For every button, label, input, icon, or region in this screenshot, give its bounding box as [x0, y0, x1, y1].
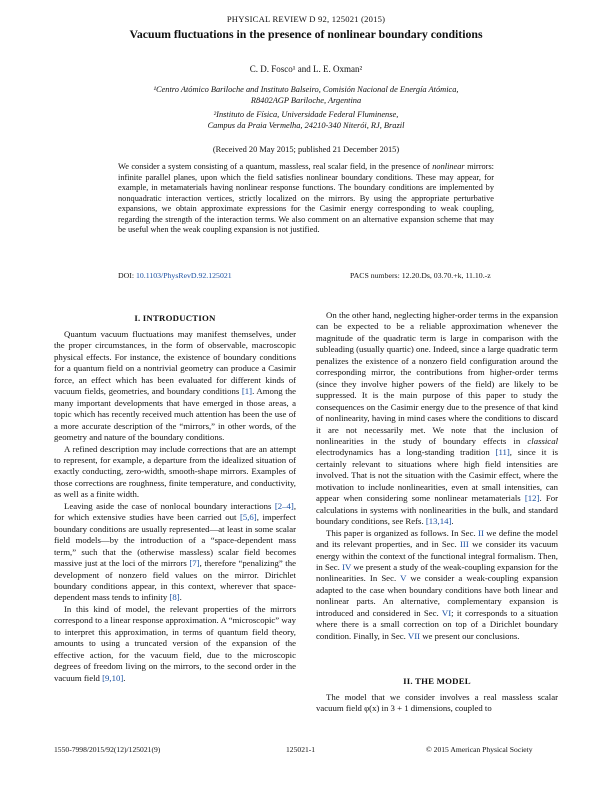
footer-copyright: © 2015 American Physical Society [426, 745, 533, 754]
doi-link[interactable]: 10.1103/PhysRevD.92.125021 [135, 271, 232, 280]
affiliation-1-line-2: R8402AGP Bariloche, Argentina [250, 96, 362, 105]
left-column [54, 329, 296, 684]
footer-issn: 1550-7998/2015/92(12)/125021(9) [54, 745, 161, 754]
affiliation-2-line-2: Campus da Praia Vermelha, 24210-340 Niterói, RJ, Brazil [207, 121, 405, 130]
section-heading-introduction: I. INTRODUCTION [134, 313, 216, 323]
intro-p1-text: Quantum vacuum fluctuations may manifest themselves, under the proper circumstances, in the form of observable, macroscopic physical effects. For instance, the existence of boundary conditions for a quantum field on a nontrivial geometry can produce a Casimir force, an effect which has been evaluated for different kinds of vacuum fields, geometries, and boundary conditions [54, 329, 296, 397]
section-link[interactable]: VII [407, 630, 421, 641]
paper-title: Vacuum fluctuations in the presence of nonlinear boundary conditions [129, 27, 483, 41]
authors: C. D. Fosco¹ and L. E. Oxman² [249, 64, 363, 74]
section-link[interactable]: IV [342, 561, 352, 572]
right-p1-text-e: . [451, 516, 454, 527]
right-p2-text-a: This paper is organized as follows. In Sec. [326, 527, 479, 538]
model-section [316, 692, 558, 715]
right-paragraph-1 [316, 310, 558, 528]
abstract [118, 162, 494, 236]
intro-p3-text-d: , therefore “penalizing” the development of nonzero field values on the mirror. Dirichlet boundary conditions appear, in this context, wherever that space-dependent mass tends to infinity [54, 558, 296, 603]
right-p2-text-g: we present our conclusions. [420, 630, 520, 641]
section-heading-model: II. THE MODEL [403, 676, 471, 686]
intro-p4-text-a: In this kind of model, the relevant properties of the mirrors correspond to a linear response approximation. A “microscopic” way to interpret this approximation, in terms of quantum field theory, amounts to using a truncated version of the expansion of the effective action, for the vacuum field, due to the microscopic degrees of freedom living on the mirrors, to the second order in the vacuum field [54, 603, 296, 683]
intro-p4-text-b: . [123, 672, 126, 683]
right-p2-text-b: we define the model and its relevant properties, and in Sec. [316, 527, 558, 550]
affiliation-1-line-1: ¹Centro Atómico Bariloche and Instituto Balseiro, Comisión Nacional de Energía Atómica, [153, 85, 459, 94]
pacs-numbers: PACS numbers: 12.20.Ds, 03.70.+k, 11.10.-z [350, 271, 491, 280]
section-link[interactable]: II [478, 527, 484, 538]
citation-link[interactable]: [9,10] [102, 672, 124, 683]
intro-p1-end: . Among the many important developments that have emerged in those areas, a topic which has recently received much attention has been the use of a more accurate description of the “mirrors,” in other words, of the geometry and nature of the boundary conditions. [54, 386, 296, 443]
journal-header: PHYSICAL REVIEW D 92, 125021 (2015) [226, 14, 386, 24]
intro-p3-text-e: . [179, 592, 182, 603]
abstract-text-2: mirrors: infinite parallel planes, upon which the field satisfies nonlinear boundary conditions. These may appear, for example, in metamaterials having nonlinear response functions. The boundary conditions are implemented by nonquadratic interaction vertices, strictly localized on the mirrors. By using the appropriate perturbative expansions, we obtain approximate expressions for the Casimir energy corresponding to weak coupling, regarding the strength of the interaction terms. We also comment on an alternative expansion scheme that may be useful when the weak coupling expansion is not justified. [118, 162, 495, 234]
intro-p3-text-c: , imperfect boundary conditions are usually represented—at least in some scalar field models—by the introduction of a “space-dependent mass term,” such that the (otherwise massless) scalar field becomes massive just at the loci of the mirrors [54, 512, 296, 569]
intro-p3-text-b: , for which extensive studies have been carried out [54, 500, 296, 523]
section-link[interactable]: III [460, 539, 469, 550]
intro-paragraph-2: A refined description may include corrections that are an attempt to represent, for example, a departure from the idealized situation of exactly conducting, zero-width, smooth-shape mirrors. Examples of those corrections are roughness, finite temperature, and conductivity, as well as a finite width. [54, 443, 296, 500]
citation-link[interactable]: [7] [189, 558, 200, 569]
right-p1-text-a: On the other hand, neglecting higher-order terms in the expansion can be expected to be a reliable approximation whenever the magnitude of the quadratic term is large in comparison with the subleading (usually quartic) one. Indeed, since a large quadratic term penalizes the existence of a nonzero field configuration around the corresponding mirror, the contributions from higher-order terms (since they involve higher powers of the field) are likely to be suppressed. It is the main purpose of this paper to study the consequences on the Casimir energy due to the presence of that kind of nonlinearity, having in mind cases where the conditions to discard it are not necessarily met. We note that the inclusion of nonlinearities in the study of boundary effects in [316, 310, 558, 446]
intro-p3-text-a: Leaving aside the case of nonlocal boundary interactions [64, 500, 275, 511]
doi [118, 271, 232, 280]
section-link[interactable]: VI [441, 607, 452, 618]
abstract-emphasis: nonlinear [432, 162, 465, 171]
citation-link[interactable]: [11] [495, 447, 510, 458]
right-p1-emphasis: classical [527, 435, 558, 446]
right-paragraph-2 [316, 528, 558, 643]
intro-paragraph-4 [54, 604, 296, 684]
doi-label: DOI: [118, 271, 135, 280]
citation-link[interactable]: [12] [524, 493, 540, 504]
citation-link[interactable]: [2–4] [274, 500, 294, 511]
right-p2-text-e: we consider a weak-coupling expansion adapted to the case when boundary conditions have both linear and nonlinear parts. An alternative, complementary expansion is introduced and considered in Sec. [316, 573, 559, 618]
right-column [316, 310, 558, 642]
model-paragraph-1: The model that we consider involves a real massless scalar vacuum field φ(x) in 3 + 1 dimensions, coupled to [316, 692, 558, 714]
citation-link[interactable]: [8] [169, 592, 180, 603]
right-p2-text-c: we consider its vacuum energy within the context of the functional integral formalism. Then, in Sec. [316, 539, 559, 572]
intro-paragraph-1 [54, 329, 296, 444]
right-p1-text-d: . For calculations in systems with nonlinearities in the bulk, and standard boundary conditions, see Refs. [316, 493, 558, 527]
right-p1-text-c: , since it is certainly relevant to situations where high field intensities are involved. That is not the situation with the Casimir effect, where the motivation to include nonlinearities, even at small intensities, can appear when considering some nonlinear metamaterials [316, 447, 558, 504]
right-p2-text-d: we present a study of the weak-coupling expansion for the nonlinearities. In Sec. [316, 561, 558, 584]
right-p2-text-f: ; it corresponds to a situation where there is a small correction on top of a Dirichlet boundary condition. Finally, in Sec. [316, 607, 558, 641]
right-p1-text-b: electrodynamics has a long-standing tradition [316, 447, 496, 458]
abstract-text-1: We consider a system consisting of a quantum, massless, real scalar field, in the presence of [118, 162, 433, 171]
footer-page-number: 125021-1 [286, 745, 316, 754]
citation-link[interactable]: [5,6] [239, 512, 257, 523]
section-link[interactable]: V [400, 573, 407, 584]
intro-paragraph-3 [54, 501, 296, 604]
affiliation-2-line-1: ²Instituto de Física, Universidade Federal Fluminense, [213, 110, 399, 119]
citation-link[interactable]: [1] [241, 386, 253, 397]
received-date: (Received 20 May 2015; published 21 December 2015) [212, 145, 400, 154]
citation-link[interactable]: [13,14] [425, 516, 452, 527]
